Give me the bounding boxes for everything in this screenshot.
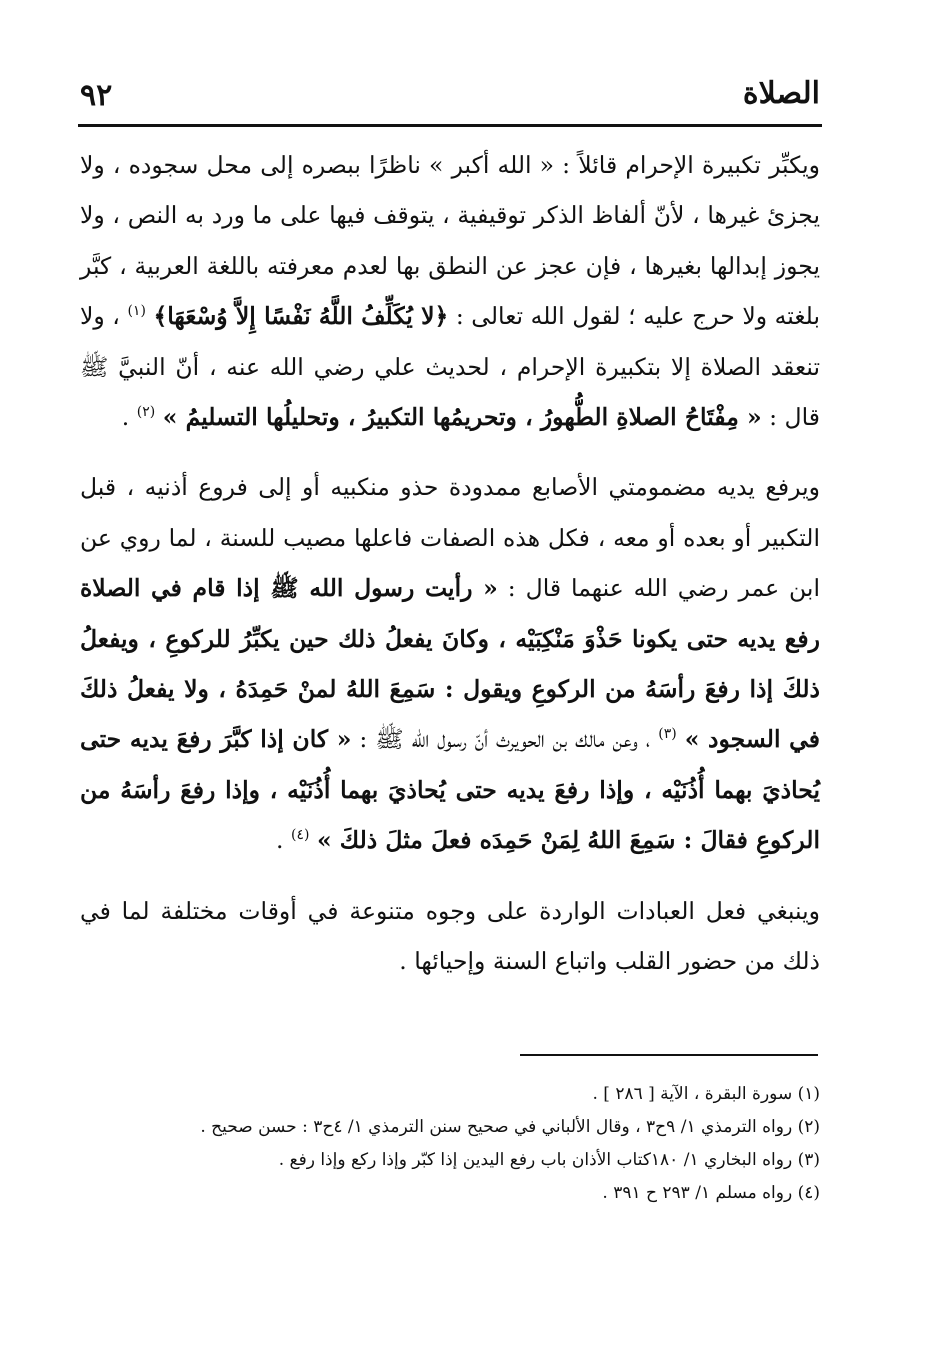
paragraph-text: وينبغي فعل العبادات الواردة على وجوه متنوعة في أوقات مختلفة لما في ذلك من حضور القلب واتباع السنة وإحيائها . — [80, 896, 820, 976]
footnote-4: (٤) رواه مسلم ١/ ٢٩٣ ح ٣٩١ . — [602, 1183, 820, 1203]
paragraph-text: ، ولا تنعقد الصلاة إلا بتكبيرة الإحرام ، لحديث علي رضي الله عنه ، أنّ النبيَّ ﷺ قال : — [80, 302, 820, 432]
paragraph-text: . — [121, 403, 130, 432]
hadith-quote: « مِفْتَاحُ الصلاةِ الطُّهورُ ، وتحريمُها التكبيرُ ، وتحليلُها التسليمُ » — [162, 403, 762, 432]
footnote-rule — [520, 1054, 818, 1056]
paragraph-text: ، وعن مالك بن الحويرث أنّ رسول الله ﷺ : — [359, 725, 651, 754]
header-rule — [78, 124, 822, 127]
page-number: ٩٢ — [80, 78, 113, 113]
running-title: الصلاة — [742, 76, 820, 111]
paragraph-text: ويرفع يديه مضمومتي الأصابع ممدودة حذو منكبيه أو إلى فروع أذنيه ، قبل التكبير أو بعده أو معه ، فكل هذه الصفات فاعلها مصيب للسنة ، لما روي عن ابن عمر رضي الله عنهما قال : — [80, 473, 821, 603]
footnotes — [80, 1078, 820, 1210]
footnote-3: (٣) رواه البخاري ١/ ١٨٠كتاب الأذان باب رفع اليدين إذا كبّر وإذا ركع وإذا رفع . — [278, 1150, 820, 1170]
paragraph-text: ويكبِّر تكبيرة الإحرام قائلاً : « الله أكبر » ناظرًا ببصره إلى محل سجوده ، ولا يجزئ غيرها ، لأنّ ألفاظ الذكر توقيفية ، يتوقف فيها على ما ورد به النص ، ولا يجوز إبدالها بغيرها ، فإن عجز عن النطق بها لعدم معرفته باللغة العربية ، كبَّر بلغته ولا حرج عليه ؛ لقول الله تعالى : — [80, 151, 820, 331]
paragraph-raising-hands — [80, 462, 820, 865]
page-header — [80, 72, 820, 120]
footnote-ref: (١) — [127, 303, 146, 320]
quran-quote: ﴿لا يُكَلِّفُ اللَّهُ نَفْسًا إِلاَّ وُسْعَهَا﴾ — [153, 302, 449, 331]
body-text — [80, 140, 820, 987]
paragraph-text: . — [276, 826, 284, 855]
footnote-ref: (٢) — [136, 404, 156, 421]
paragraph-takbir — [80, 140, 820, 442]
hadith-quote: « كان إذا كبَّرَ رفعَ يديه حتى يُحاذيَ بهما أُذُنَيْه ، وإذا رفعَ يديه حتى يُحاذيَ بهما أُذُنَيْه ، وإذا رفعَ رأسَهُ من الركوعِ فقالَ : سَمِعَ اللهُ لِمَنْ حَمِدَه فعلَ مثلَ ذلكَ » — [80, 725, 820, 855]
footnote-2: (٢) رواه الترمذي ١/ ٩ح٣ ، وقال الألباني في صحيح سنن الترمذي ١/ ٤ح٣ : حسن صحيح . — [200, 1117, 820, 1137]
footnote-ref: (٤) — [290, 827, 310, 844]
footnote-1: (١) سورة البقرة ، الآية [ ٢٨٦ ] . — [592, 1084, 820, 1104]
hadith-quote: « رأيت رسول الله ﷺ إذا قام في الصلاة رفع يديه حتى يكونا حَذْوَ مَنْكِبَيْه ، وكانَ يفعلُ ذلك حين يكبِّرُ للركوعِ ، ويفعلُ ذلكَ إذا رفعَ رأسَهُ من الركوعِ ويقول : سَمِعَ اللهُ لمنْ حَمِدَهُ ، ولا يفعلُ ذلكَ في السجود » — [80, 574, 820, 754]
footnote-ref: (٣) — [658, 726, 677, 743]
paragraph-variety — [80, 886, 820, 987]
